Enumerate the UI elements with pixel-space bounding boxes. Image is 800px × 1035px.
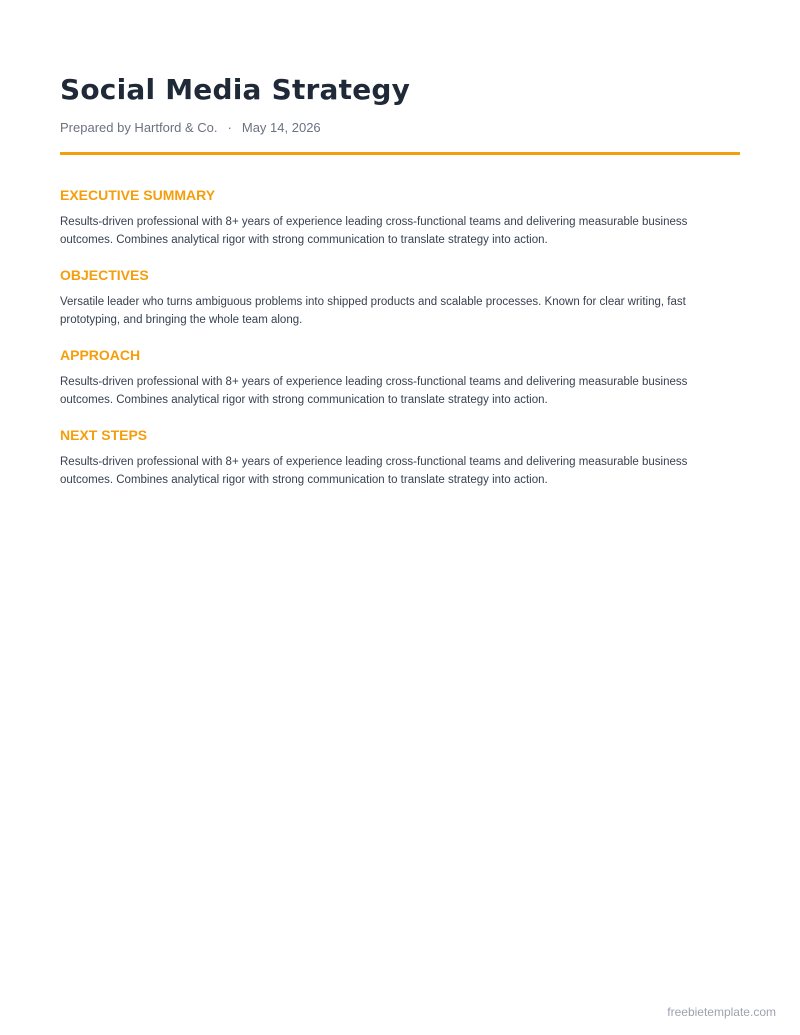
section-next-steps bbox=[60, 426, 740, 489]
section-heading: NEXT STEPS bbox=[60, 427, 148, 443]
title-divider bbox=[60, 152, 740, 155]
prepared-by: Prepared by Hartford & Co. bbox=[60, 120, 218, 135]
section-heading: EXECUTIVE SUMMARY bbox=[60, 187, 216, 203]
footer-site-link[interactable]: freebietemplate.com bbox=[667, 1005, 776, 1019]
section-body: Versatile leader who turns ambiguous problems into shipped products and scalable processes. Known for clear writing, fast prototyping, and bringing the whole team along. bbox=[60, 296, 686, 326]
section-objectives bbox=[60, 266, 740, 329]
section-heading: OBJECTIVES bbox=[60, 267, 149, 283]
document-meta bbox=[60, 120, 321, 136]
section-body: Results-driven professional with 8+ years of experience leading cross-functional teams and delivering measurable business outcomes. Combines analytical rigor with strong communication to translate strategy into action. bbox=[60, 376, 688, 406]
section-heading: APPROACH bbox=[60, 347, 141, 363]
section-body: Results-driven professional with 8+ years of experience leading cross-functional teams and delivering measurable business outcomes. Combines analytical rigor with strong communication to translate strategy into action. bbox=[60, 216, 688, 246]
document-title: Social Media Strategy bbox=[60, 73, 411, 106]
document-date: May 14, 2026 bbox=[241, 120, 321, 135]
section-body: Results-driven professional with 8+ years of experience leading cross-functional teams and delivering measurable business outcomes. Combines analytical rigor with strong communication to translate strategy into action. bbox=[60, 456, 688, 486]
section-approach bbox=[60, 346, 740, 409]
section-executive-summary bbox=[60, 186, 740, 249]
meta-separator: · bbox=[227, 120, 232, 135]
